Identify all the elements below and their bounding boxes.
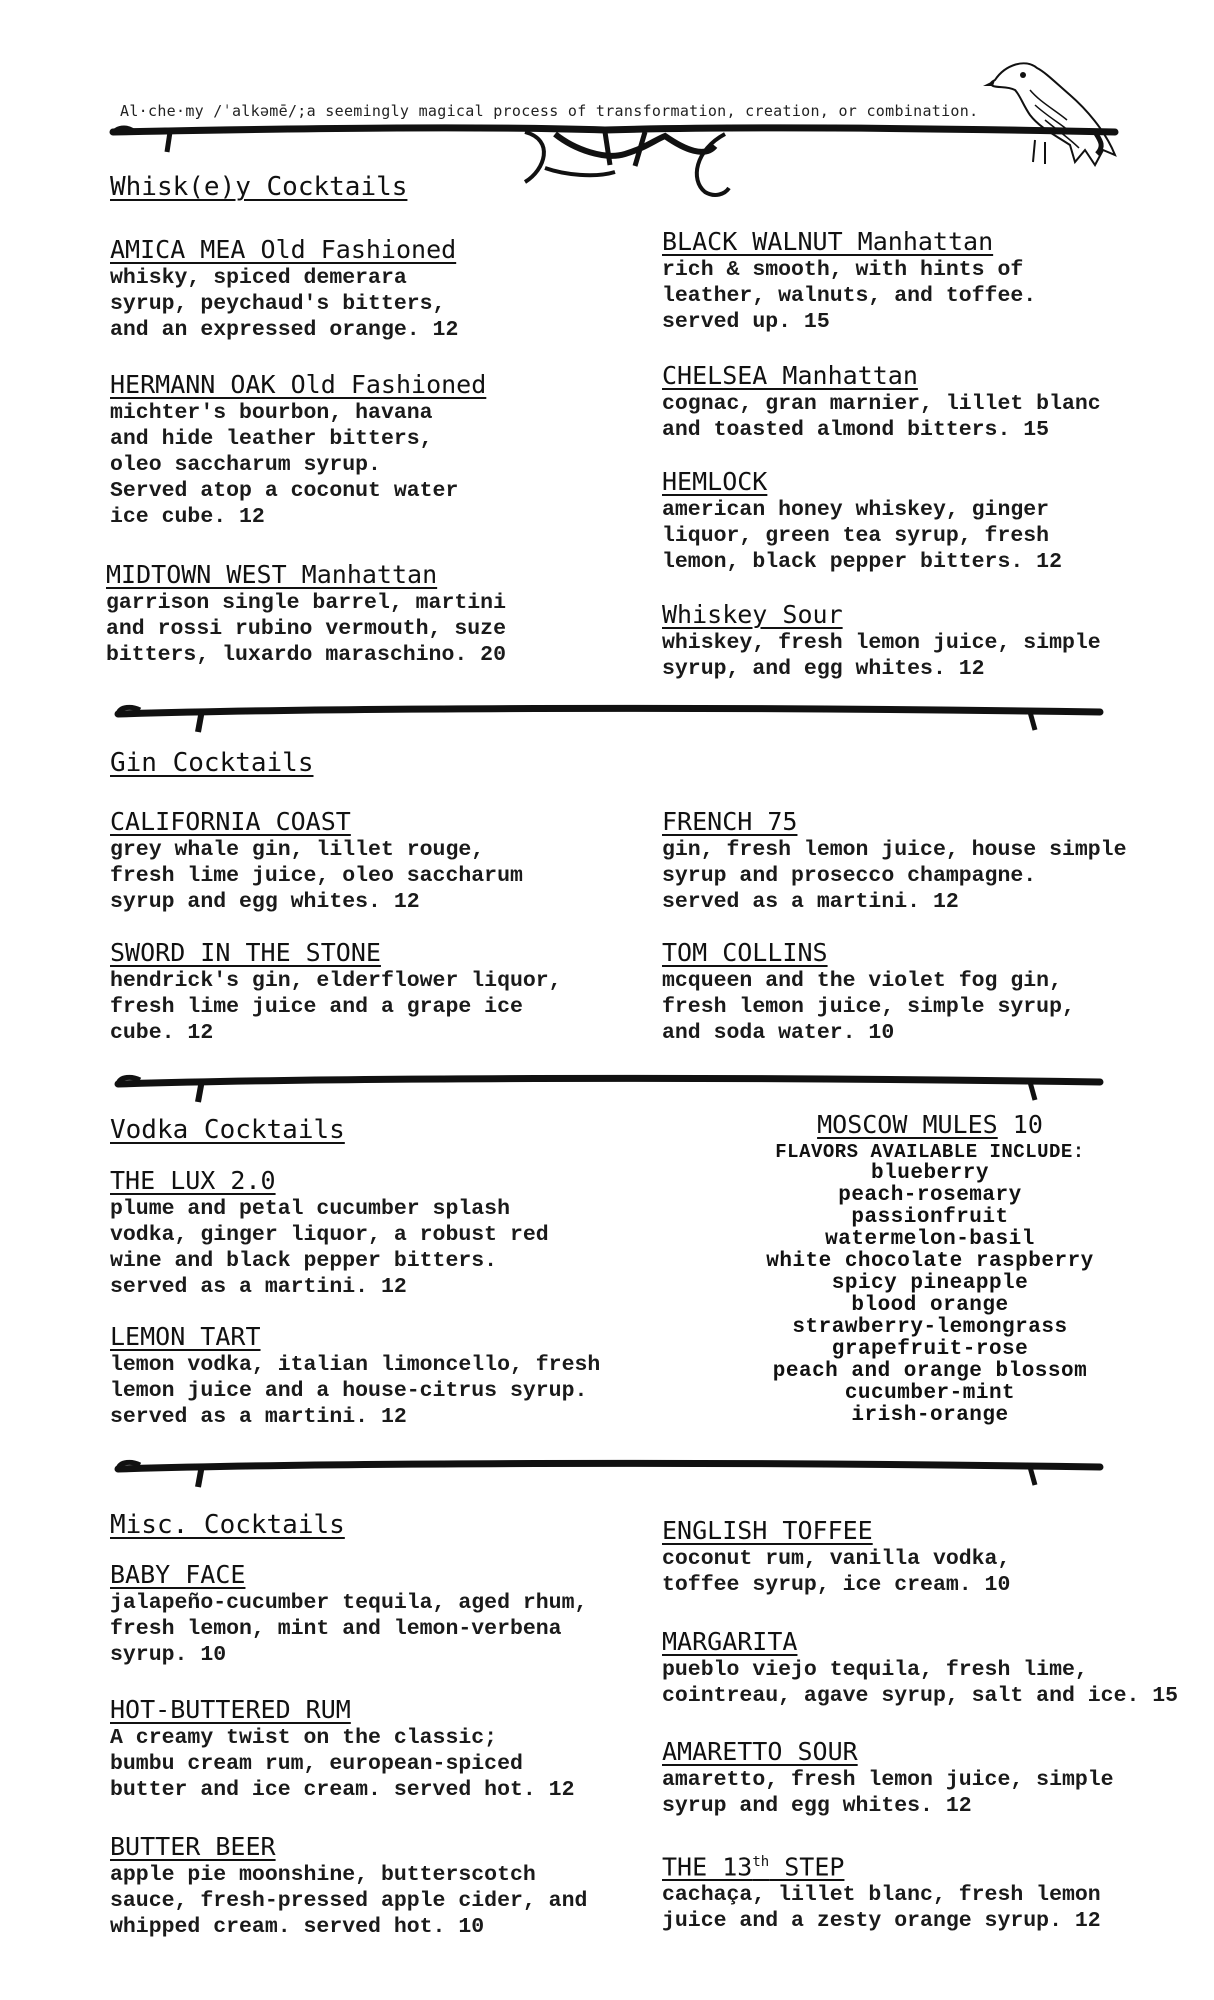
menu-item — [662, 361, 1101, 443]
section-title-misc: Misc. Cocktails — [110, 1510, 345, 1540]
item-desc: whiskey, fresh lemon juice, simple syrup, and egg whites. 12 — [662, 631, 1101, 681]
item-desc: mcqueen and the violet fog gin, fresh lemon juice, simple syrup, and soda water. 10 — [662, 969, 1075, 1045]
list-item: peach-rosemary — [838, 1184, 1022, 1207]
list-item: blueberry — [871, 1162, 989, 1185]
menu-item — [110, 1560, 587, 1668]
menu-item — [662, 600, 1101, 682]
item-desc: cachaça, lillet blanc, fresh lemon juice and a zesty orange syrup. 12 — [662, 1883, 1101, 1934]
menu-item — [662, 1847, 1101, 1934]
list-item: passionfruit — [851, 1206, 1009, 1229]
menu-item — [110, 807, 523, 915]
item-desc: american honey whiskey, ginger liquor, green tea syrup, fresh lemon, black pepper bitters. 12 — [662, 498, 1062, 574]
item-name: CHELSEA Manhattan — [662, 361, 918, 390]
item-name: BABY FACE — [110, 1560, 246, 1589]
section-divider — [110, 700, 1110, 750]
item-name: ENGLISH TOFFEE — [662, 1516, 873, 1545]
item-name: Whiskey Sour — [662, 600, 843, 629]
item-name: THE LUX 2.0 — [110, 1166, 276, 1195]
moscow-mules-block — [700, 1110, 1160, 1427]
mules-title: MOSCOW MULES 10 — [817, 1110, 1043, 1139]
item-name: BUTTER BEER — [110, 1832, 276, 1861]
menu-item — [662, 1737, 1114, 1819]
section-title-vodka: Vodka Cocktails — [110, 1115, 345, 1145]
list-item: irish-orange — [851, 1404, 1009, 1427]
item-name: SWORD IN THE STONE — [110, 938, 381, 967]
item-desc: garrison single barrel, martini and rossi rubino vermouth, suze bitters, luxardo maraschino. 20 — [106, 591, 506, 667]
item-desc: pueblo viejo tequila, fresh lime, cointreau, agave syrup, salt and ice. 15 — [662, 1658, 1179, 1708]
item-name: THE 13th STEP — [662, 1852, 845, 1882]
menu-item — [662, 1516, 1010, 1598]
item-desc: jalapeño-cucumber tequila, aged rhum, fresh lemon, mint and lemon-verbena syrup. 10 — [110, 1591, 588, 1667]
item-desc: apple pie moonshine, butterscotch sauce, fresh-pressed apple cider, and whipped cream. served hot. 10 — [110, 1863, 588, 1939]
item-desc: A creamy twist on the classic; bumbu cream rum, european-spiced butter and ice cream. served hot. 12 — [110, 1726, 575, 1802]
item-name: AMARETTO SOUR — [662, 1737, 858, 1766]
item-name: MARGARITA — [662, 1627, 798, 1656]
item-name: TOM COLLINS — [662, 938, 828, 967]
item-name: FRENCH 75 — [662, 807, 798, 836]
mules-subtitle: FLAVORS AVAILABLE INCLUDE: — [775, 1141, 1085, 1163]
menu-item — [110, 370, 486, 530]
list-item: white chocolate raspberry — [766, 1250, 1094, 1273]
section-title-gin: Gin Cocktails — [110, 748, 314, 778]
list-item: cucumber-mint — [844, 1382, 1016, 1405]
item-desc: amaretto, fresh lemon juice, simple syrup and egg whites. 12 — [662, 1768, 1114, 1818]
item-name: AMICA MEA Old Fashioned — [110, 235, 457, 264]
list-item: blood orange — [851, 1294, 1009, 1317]
menu-item — [110, 1166, 549, 1300]
menu-item — [110, 1322, 600, 1430]
menu-item — [662, 1627, 1178, 1709]
item-desc: rich & smooth, with hints of leather, walnuts, and toffee. served up. 15 — [662, 258, 1037, 334]
menu-item — [662, 467, 1062, 575]
item-desc: michter's bourbon, havana and hide leather bitters, oleo saccharum syrup. Served atop a coconut water ice cube. 12 — [110, 401, 459, 529]
list-item: strawberry-lemongrass — [792, 1316, 1068, 1339]
item-desc: hendrick's gin, elderflower liquor, fresh lime juice and a grape ice cube. 12 — [110, 969, 562, 1045]
item-name: CALIFORNIA COAST — [110, 807, 351, 836]
item-desc: cognac, gran marnier, lillet blanc and toasted almond bitters. 15 — [662, 392, 1101, 442]
item-desc: coconut rum, vanilla vodka, toffee syrup, ice cream. 10 — [662, 1547, 1011, 1597]
menu-item — [110, 1695, 574, 1803]
menu-item — [106, 560, 506, 668]
menu-item — [110, 235, 458, 343]
list-item: watermelon-basil — [825, 1228, 1035, 1251]
list-item: spicy pineapple — [831, 1272, 1029, 1295]
item-name: MIDTOWN WEST Manhattan — [106, 560, 438, 589]
item-name: HERMANN OAK Old Fashioned — [110, 370, 487, 399]
list-item: peach and orange blossom — [772, 1360, 1088, 1383]
tagline: Al·che·my /ˈalkəmē/;a seemingly magical process of transformation, creation, or combination. — [120, 102, 979, 120]
item-desc: gin, fresh lemon juice, house simple syrup and prosecco champagne. served as a martini. 12 — [662, 838, 1127, 914]
mules-flavor-list — [700, 1163, 1160, 1427]
menu-item — [662, 807, 1126, 915]
item-name: LEMON TART — [110, 1322, 261, 1351]
list-item: grapefruit-rose — [831, 1338, 1029, 1361]
item-name: HOT-BUTTERED RUM — [110, 1695, 351, 1724]
section-title-whisky: Whisk(e)y Cocktails — [110, 172, 408, 202]
item-desc: plume and petal cucumber splash vodka, ginger liquor, a robust red wine and black pepper bitters. served as a martini. 12 — [110, 1197, 549, 1299]
item-name: HEMLOCK — [662, 467, 768, 496]
item-name: BLACK WALNUT Manhattan — [662, 227, 994, 256]
section-divider — [110, 1455, 1110, 1505]
item-desc: lemon vodka, italian limoncello, fresh lemon juice and a house-citrus syrup. served as a martini. 12 — [110, 1353, 601, 1429]
item-desc: grey whale gin, lillet rouge, fresh lime juice, oleo saccharum syrup and egg whites. 12 — [110, 838, 523, 914]
menu-item — [110, 1832, 587, 1940]
item-desc: whisky, spiced demerara syrup, peychaud's bitters, and an expressed orange. 12 — [110, 266, 459, 342]
menu-item — [662, 938, 1075, 1046]
menu-item — [110, 938, 562, 1046]
menu-item — [662, 227, 1036, 335]
